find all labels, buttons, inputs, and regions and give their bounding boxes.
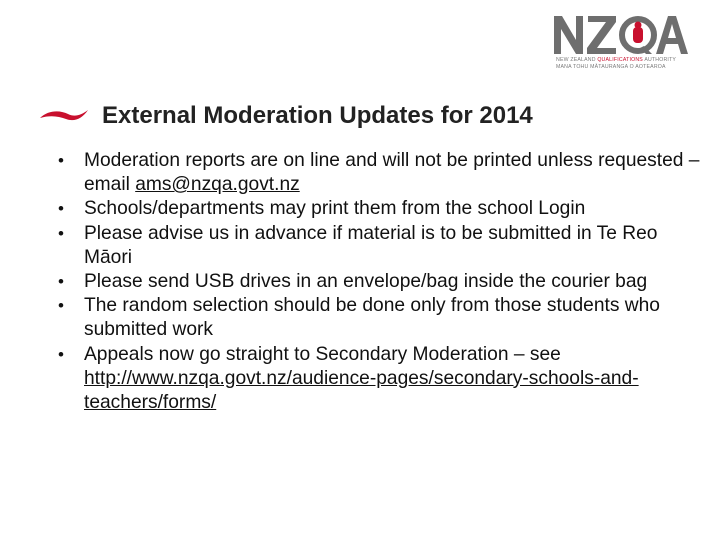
logo-subtitle-line1: NEW ZEALAND QUALIFICATIONS AUTHORITY xyxy=(556,57,677,63)
list-item: • Schools/departments may print them from the school Login xyxy=(54,197,704,221)
list-item: • Appeals now go straight to Secondary Moderation – see http://www.nzqa.govt.nz/audience-pages/secondary-schools-and-teachers/forms/ xyxy=(58,343,639,414)
list-item: • Please send USB drives in an envelope/bag inside the courier bag xyxy=(54,270,704,294)
forms-url-link[interactable]: http://www.nzqa.govt.nz/audience-pages/secondary-schools-and-teachers/forms/ xyxy=(84,367,639,414)
slide-title: External Moderation Updates for 2014 xyxy=(102,102,533,129)
logo-subtitle xyxy=(556,57,706,70)
bullet-icon: • xyxy=(58,344,64,364)
email-link[interactable]: ams@nzqa.govt.nz xyxy=(135,174,300,196)
nzqa-logo xyxy=(552,12,702,70)
bullet-list xyxy=(54,149,704,415)
nzqa-wordmark-logo xyxy=(552,12,692,56)
list-item: • The random selection should be done only from those students who submitted work xyxy=(58,295,660,341)
bullet-icon: • xyxy=(58,296,64,316)
list-item: • Please advise us in advance if material is to be submitted in Te Reo Māori xyxy=(58,222,658,268)
list-item: • Moderation reports are on line and will not be printed unless requested – email ams@nzqa.govt.nz xyxy=(58,150,700,196)
swoosh-icon xyxy=(38,104,90,126)
bullet-icon: • xyxy=(58,272,64,292)
bullet-icon: • xyxy=(58,223,64,243)
logo-subtitle-line2: MANA TOHU MĀTAURANGA O AOTEAROA xyxy=(556,63,666,70)
bullet-icon: • xyxy=(58,199,64,219)
bullet-icon: • xyxy=(58,151,64,170)
